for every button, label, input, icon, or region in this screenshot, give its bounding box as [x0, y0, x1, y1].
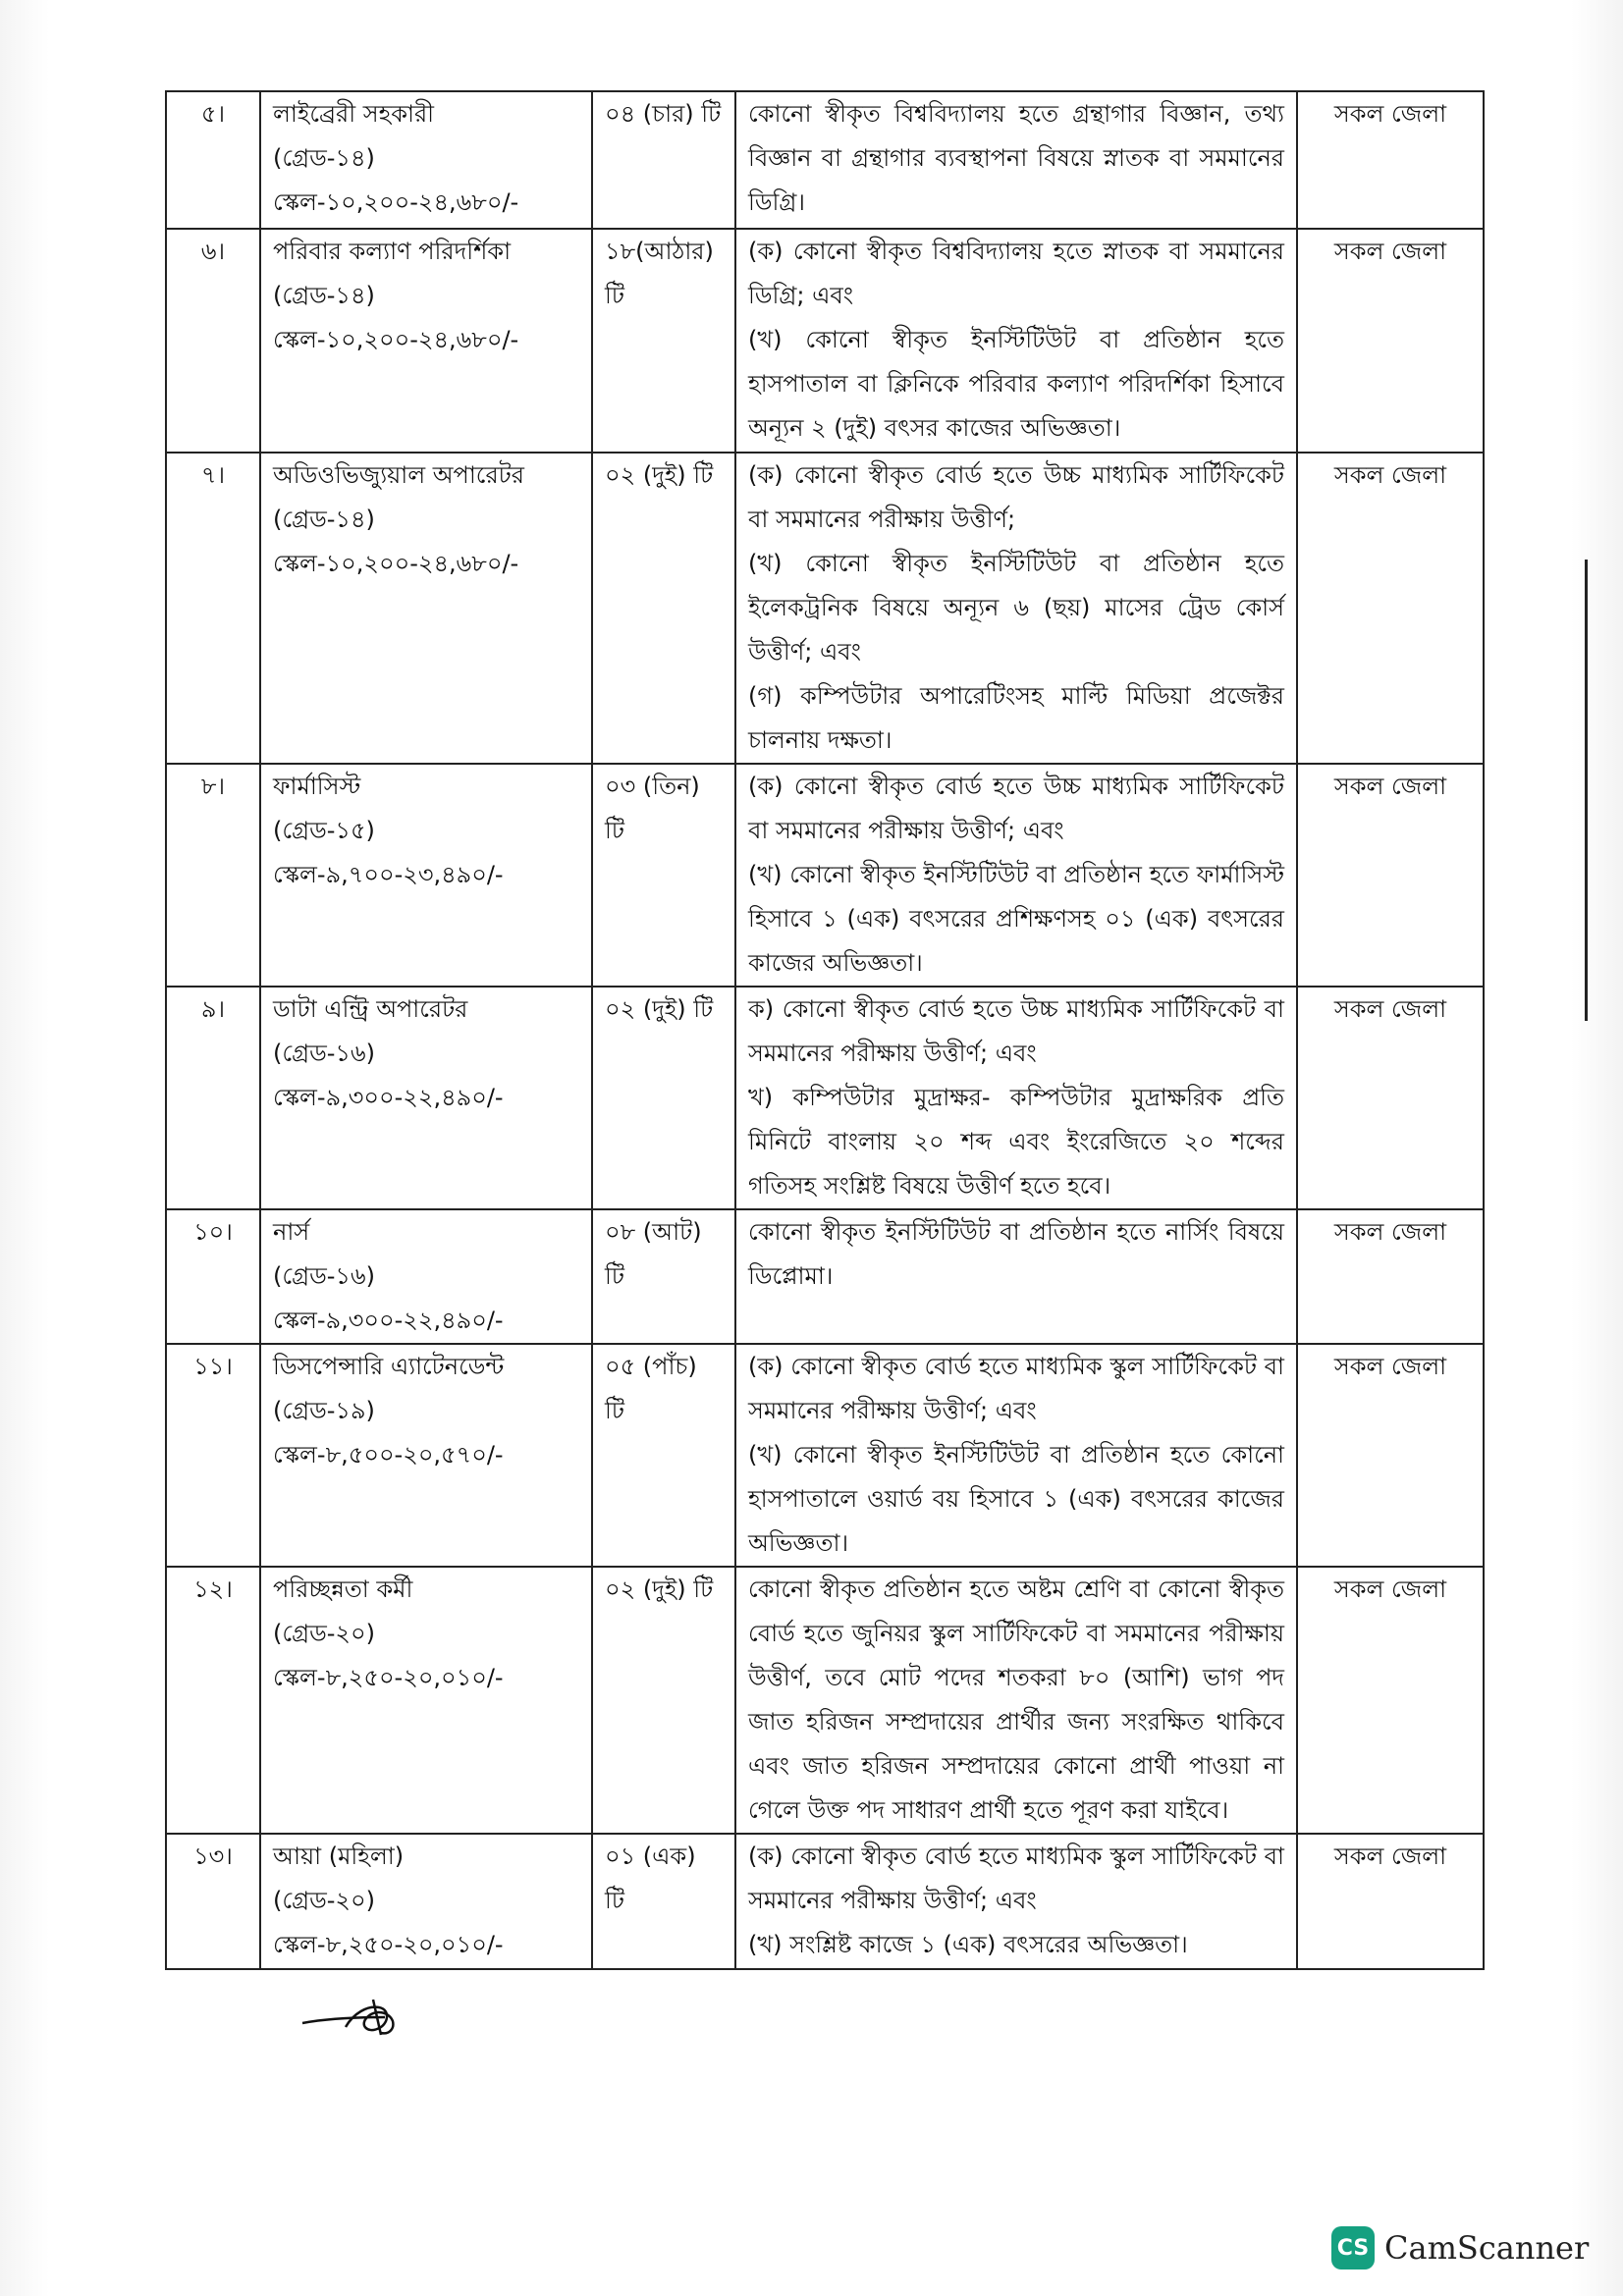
qualification-text: (খ) কোনো স্বীকৃত ইনস্টিটিউট বা প্রতিষ্ঠান হতে ইলেকট্রনিক বিষয়ে অন্যূন ৬ (ছয়) মাসের ট্রেড কোর্স উত্তীর্ণ; এবং — [748, 550, 1284, 666]
district-cell — [1297, 764, 1484, 987]
table-row — [166, 1567, 1484, 1834]
district-cell — [1297, 1209, 1484, 1344]
signature — [295, 1978, 412, 2047]
qualification-text: (ক) কোনো স্বীকৃত বোর্ড হতে মাধ্যমিক স্কুল সার্টিফিকেট বা সমমানের পরীক্ষায় উত্তীর্ণ; এবং — [748, 1842, 1284, 1914]
district-eligibility: সকল জেলা — [1333, 773, 1447, 800]
serial-cell — [166, 91, 260, 229]
district-eligibility: সকল জেলা — [1333, 238, 1447, 265]
serial-cell — [166, 987, 260, 1209]
serial-cell — [166, 1344, 260, 1567]
table-row — [166, 1834, 1484, 1969]
post-pay-scale: স্কেল-৮,২৫০-২০,০১০/- — [273, 1931, 504, 1958]
post-name: লাইব্রেরী সহকারী — [273, 100, 435, 128]
vacancy-count: ০৩ (তিন) টি — [605, 773, 700, 844]
qualification-cell — [735, 1834, 1297, 1969]
district-eligibility: সকল জেলা — [1333, 1575, 1447, 1603]
qualification-cell — [735, 1567, 1297, 1834]
qualification-cell — [735, 229, 1297, 453]
vacancy-count-cell — [592, 764, 735, 987]
table-row — [166, 1344, 1484, 1567]
qualification-text: কোনো স্বীকৃত বিশ্ববিদ্যালয় হতে গ্রন্থাগার বিজ্ঞান, তথ্য বিজ্ঞান বা গ্রন্থাগার ব্যবস্থাপনা বিষয়ে স্নাতক বা সমমানের ডিগ্রি। — [748, 100, 1284, 216]
district-cell — [1297, 1567, 1484, 1834]
serial-number: ১১। — [193, 1353, 233, 1380]
district-eligibility: সকল জেলা — [1333, 1842, 1447, 1870]
vacancy-count-cell — [592, 1567, 735, 1834]
post-pay-scale: স্কেল-৯,৩০০-২২,৪৯০/- — [273, 1307, 504, 1334]
district-eligibility: সকল জেলা — [1333, 1218, 1447, 1246]
qualification-text: (ক) কোনো স্বীকৃত বিশ্ববিদ্যালয় হতে স্নাতক বা সমমানের ডিগ্রি; এবং — [748, 238, 1284, 309]
vacancy-count: ০৮ (আট) টি — [605, 1218, 702, 1290]
scan-edge-mark — [1585, 560, 1588, 1021]
post-name: অডিওভিজ্যুয়াল অপারেটর — [273, 461, 524, 489]
serial-cell — [166, 1834, 260, 1969]
qualification-text: খ) কম্পিউটার মুদ্রাক্ষর- কম্পিউটার মুদ্রাক্ষরিক প্রতি মিনিটে বাংলায় ২০ শব্দ এবং ইংরেজিতে ২০ শব্দের গতিসহ সংশ্লিষ্ট বিষয়ে উত্তীর্ণ হতে হবে। — [748, 1084, 1284, 1200]
post-pay-scale: স্কেল-৯,৩০০-২২,৪৯০/- — [273, 1084, 504, 1111]
vacancy-count: ০২ (দুই) টি — [605, 995, 714, 1023]
district-eligibility: সকল জেলা — [1333, 461, 1447, 489]
post-name: ডিসপেন্সারি এ্যাটেনডেন্ট — [273, 1353, 505, 1380]
qualification-text: (খ) সংশ্লিষ্ট কাজে ১ (এক) বৎসরের অভিজ্ঞতা। — [748, 1931, 1188, 1958]
district-eligibility: সকল জেলা — [1333, 100, 1447, 128]
post-name: আয়া (মহিলা) — [273, 1842, 405, 1870]
vacancy-count: ১৮(আঠার) টি — [605, 238, 714, 309]
post-cell — [260, 453, 592, 764]
post-cell — [260, 91, 592, 229]
qualification-text: (খ) কোনো স্বীকৃত ইনস্টিটিউট বা প্রতিষ্ঠান হতে ফার্মাসিস্ট হিসাবে ১ (এক) বৎসরের প্রশিক্ষণসহ ০১ (এক) বৎসরের কাজের অভিজ্ঞতা। — [748, 861, 1284, 977]
district-cell — [1297, 453, 1484, 764]
serial-cell — [166, 764, 260, 987]
district-eligibility: সকল জেলা — [1333, 995, 1447, 1023]
district-cell — [1297, 91, 1484, 229]
post-grade: (গ্রেড-১৪) — [273, 282, 375, 309]
vacancy-count: ০৫ (পাঁচ) টি — [605, 1353, 697, 1424]
serial-number: ৯। — [200, 995, 226, 1023]
serial-cell — [166, 1567, 260, 1834]
post-grade: (গ্রেড-১৪) — [273, 506, 375, 533]
table-row — [166, 229, 1484, 453]
post-cell — [260, 229, 592, 453]
vacancy-count: ০২ (দুই) টি — [605, 1575, 714, 1603]
post-grade: (গ্রেড-১৫) — [273, 817, 375, 844]
qualification-text: (খ) কোনো স্বীকৃত ইনস্টিটিউট বা প্রতিষ্ঠান হতে কোনো হাসপাতালে ওয়ার্ড বয় হিসাবে ১ (এক) বৎসরের কাজের অভিজ্ঞতা। — [748, 1441, 1284, 1557]
qualification-cell — [735, 1344, 1297, 1567]
post-cell — [260, 1209, 592, 1344]
post-name: ফার্মাসিস্ট — [273, 773, 361, 800]
post-grade: (গ্রেড-১৬) — [273, 1040, 375, 1067]
table-row — [166, 764, 1484, 987]
post-name: ডাটা এন্ট্রি অপারেটর — [273, 995, 468, 1023]
vacancy-count: ০৪ (চার) টি — [605, 100, 722, 128]
post-grade: (গ্রেড-২০) — [273, 1887, 375, 1914]
post-pay-scale: স্কেল-৮,২৫০-২০,০১০/- — [273, 1664, 504, 1691]
serial-cell — [166, 1209, 260, 1344]
post-cell — [260, 1344, 592, 1567]
vacancy-count-cell — [592, 1834, 735, 1969]
serial-number: ১২। — [193, 1575, 233, 1603]
post-name: পরিবার কল্যাণ পরিদর্শিকা — [273, 238, 512, 265]
district-cell — [1297, 1344, 1484, 1567]
vacancy-count-cell — [592, 987, 735, 1209]
qualification-text: (ক) কোনো স্বীকৃত বোর্ড হতে মাধ্যমিক স্কুল সার্টিফিকেট বা সমমানের পরীক্ষায় উত্তীর্ণ; এবং — [748, 1353, 1284, 1424]
post-cell — [260, 987, 592, 1209]
post-pay-scale: স্কেল-১০,২০০-২৪,৬৮০/- — [273, 326, 519, 353]
table-row — [166, 987, 1484, 1209]
post-cell — [260, 764, 592, 987]
vacancy-count-cell — [592, 1209, 735, 1344]
post-grade: (গ্রেড-২০) — [273, 1620, 375, 1647]
post-cell — [260, 1834, 592, 1969]
qualification-text: ক) কোনো স্বীকৃত বোর্ড হতে উচ্চ মাধ্যমিক সার্টিফিকেট বা সমমানের পরীক্ষায় উত্তীর্ণ; এবং — [748, 995, 1284, 1067]
qualification-text: কোনো স্বীকৃত প্রতিষ্ঠান হতে অষ্টম শ্রেণি বা কোনো স্বীকৃত বোর্ড হতে জুনিয়র স্কুল সার্টিফিকেট বা সমমানের পরীক্ষায় উত্তীর্ণ, তবে মোট পদের শতকরা ৮০ (আশি) ভাগ পদ জাত হরিজন সম্প্রদায়ের প্রার্থীর জন্য সংরক্ষিত থাকিবে এবং জাত হরিজন সম্প্রদায়ের কোনো প্রার্থী পাওয়া না গেলে উক্ত পদ সাধারণ প্রার্থী হতে পূরণ করা যাইবে। — [748, 1575, 1284, 1824]
district-cell — [1297, 987, 1484, 1209]
serial-number: ১৩। — [193, 1842, 233, 1870]
serial-number: ৮। — [200, 773, 226, 800]
district-cell — [1297, 229, 1484, 453]
post-grade: (গ্রেড-১৪) — [273, 144, 375, 172]
serial-number: ৫। — [200, 100, 226, 128]
camscanner-watermark — [1331, 2226, 1589, 2269]
post-name: পরিচ্ছন্নতা কর্মী — [273, 1575, 413, 1603]
vacancy-count-cell — [592, 91, 735, 229]
qualification-text: (ক) কোনো স্বীকৃত বোর্ড হতে উচ্চ মাধ্যমিক সার্টিফিকেট বা সমমানের পরীক্ষায় উত্তীর্ণ; — [748, 461, 1284, 533]
post-pay-scale: স্কেল-৮,৫০০-২০,৫৭০/- — [273, 1441, 504, 1468]
table-row — [166, 1209, 1484, 1344]
post-pay-scale: স্কেল-১০,২০০-২৪,৬৮০/- — [273, 188, 519, 216]
serial-cell — [166, 453, 260, 764]
serial-number: ৭। — [200, 461, 226, 489]
post-cell — [260, 1567, 592, 1834]
qualification-text: (ক) কোনো স্বীকৃত বোর্ড হতে উচ্চ মাধ্যমিক সার্টিফিকেট বা সমমানের পরীক্ষায় উত্তীর্ণ; এবং — [748, 773, 1284, 844]
vacancy-count-cell — [592, 1344, 735, 1567]
vacancy-count-cell — [592, 453, 735, 764]
serial-number: ৬। — [200, 238, 226, 265]
qualification-cell — [735, 764, 1297, 987]
vacancy-count: ০১ (এক) টি — [605, 1842, 696, 1914]
qualification-text: (গ) কম্পিউটার অপারেটিংসহ মাল্টি মিডিয়া প্রজেক্টর চালনায় দক্ষতা। — [748, 682, 1284, 754]
qualification-cell — [735, 1209, 1297, 1344]
job-requirements-table — [165, 90, 1485, 1970]
post-pay-scale: স্কেল-৯,৭০০-২৩,৪৯০/- — [273, 861, 504, 888]
post-name: নার্স — [273, 1218, 310, 1246]
post-grade: (গ্রেড-১৯) — [273, 1397, 375, 1424]
post-pay-scale: স্কেল-১০,২০০-২৪,৬৮০/- — [273, 550, 519, 577]
qualification-cell — [735, 987, 1297, 1209]
camscanner-brand: CamScanner — [1384, 2229, 1590, 2267]
table-row — [166, 453, 1484, 764]
district-eligibility: সকল জেলা — [1333, 1353, 1447, 1380]
vacancy-count: ০২ (দুই) টি — [605, 461, 714, 489]
table-body — [166, 91, 1484, 1969]
serial-cell — [166, 229, 260, 453]
table-row — [166, 91, 1484, 229]
camscanner-logo-icon: CS — [1331, 2226, 1375, 2269]
serial-number: ১০। — [193, 1218, 233, 1246]
qualification-cell — [735, 453, 1297, 764]
vacancy-count-cell — [592, 229, 735, 453]
qualification-text: কোনো স্বীকৃত ইনস্টিটিউট বা প্রতিষ্ঠান হতে নার্সিং বিষয়ে ডিপ্লোমা। — [748, 1218, 1284, 1290]
post-grade: (গ্রেড-১৬) — [273, 1262, 375, 1290]
qualification-cell — [735, 91, 1297, 229]
qualification-text: (খ) কোনো স্বীকৃত ইনস্টিটিউট বা প্রতিষ্ঠান হতে হাসপাতাল বা ক্লিনিকে পরিবার কল্যাণ পরিদর্শিকা হিসাবে অন্যূন ২ (দুই) বৎসর কাজের অভিজ্ঞতা। — [748, 326, 1284, 442]
district-cell — [1297, 1834, 1484, 1969]
